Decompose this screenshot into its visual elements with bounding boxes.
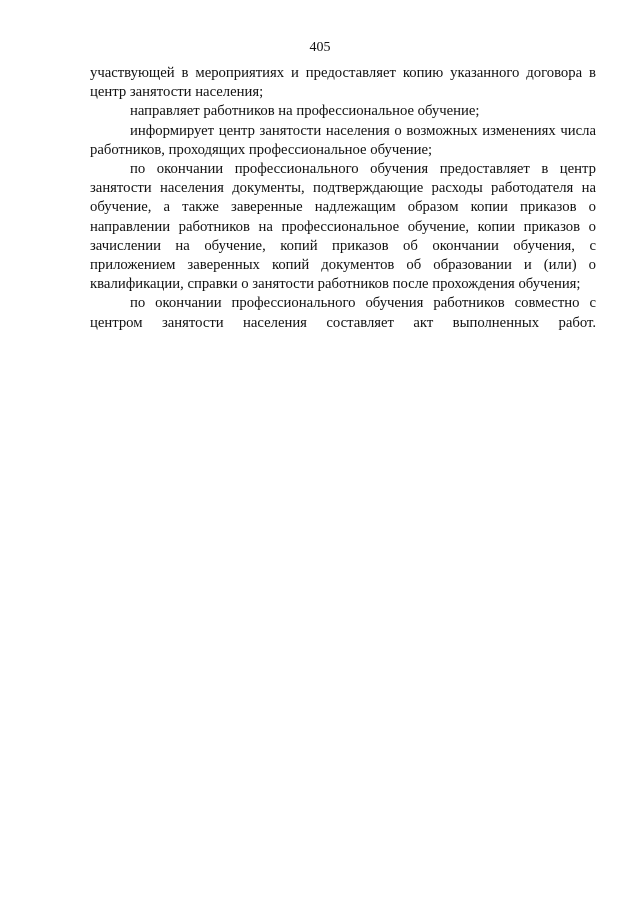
paragraph-4: по окончании профессионального обучения предоставляет в центр занятости населения документы, подтверждающие расходы работодателя на обучение, а также заверенные надлежащим образом копии приказов о направлении работников на профессиональное обучение, копии приказов о зачислении на обучение, копий приказов об окончании обучения, с приложением заверенных копий документов об образовании и (или) о квалификации, справки о занятости работников после прохождения обучения; [90,161,596,293]
paragraph-3: информирует центр занятости населения о возможных изменениях числа работников, проходящих профессиональное обучение; [90,122,596,158]
paragraph-5: по окончании профессионального обучения работников совместно с центром занятости населения составляет акт выполненных работ. [90,295,596,331]
paragraph-1: участвующей в мероприятиях и предоставляет копию указанного договора в центр занятости населения; [90,65,596,101]
page-number: 405 [309,40,331,55]
paragraph-2: направляет работников на профессиональное обучение; [130,103,480,120]
document-body [90,64,596,333]
